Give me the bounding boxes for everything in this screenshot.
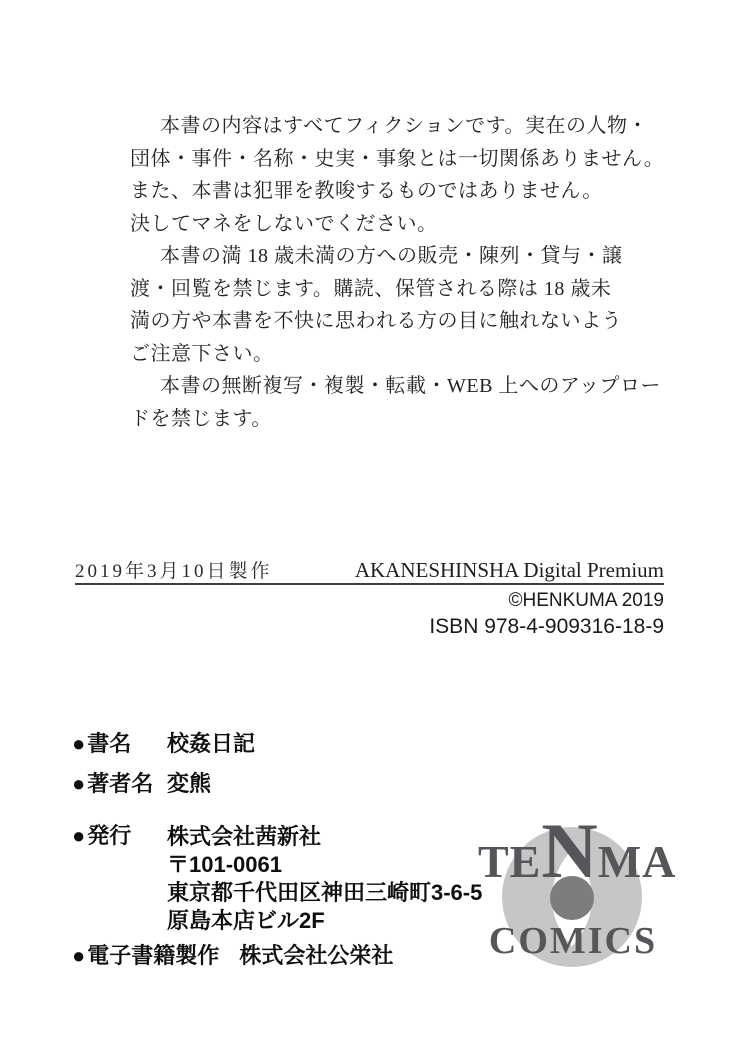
- disclaimer-line: 渡・回覧を禁じます。購読、保管される際は 18 歳未: [130, 277, 612, 300]
- publication-info: [72, 731, 492, 969]
- logo-n: N: [541, 807, 598, 894]
- disclaimer-line: 本書の無断複写・複製・転載・WEB 上へのアップロー: [160, 375, 662, 397]
- disclaimer-line: また、本書は犯罪を教唆するものではありません。: [130, 180, 603, 202]
- tenma-comics-logo: [478, 807, 677, 975]
- copyright-block: [429, 589, 664, 640]
- label-text: 書名: [87, 731, 132, 756]
- book-title-row: [72, 731, 492, 757]
- brand-name: AKANESHINSHA Digital Premium: [354, 558, 664, 582]
- publisher-label: [72, 823, 167, 935]
- disclaimer-line: 団体・事件・名称・史実・事象とは一切関係ありません。: [130, 147, 665, 170]
- publisher-address: 東京都千代田区神田三崎町3-6-5: [167, 880, 483, 905]
- logo-tenma-text: [478, 807, 677, 894]
- publisher-postal-code: 〒101-0061: [167, 852, 282, 877]
- copyright-notice: ©HENKUMA 2019: [508, 590, 664, 611]
- author-row: [72, 771, 492, 797]
- label-text: 電子書籍製作: [87, 943, 220, 968]
- publisher-value: [167, 823, 482, 935]
- colophon-header: [75, 556, 664, 583]
- ebook-producer-row: [72, 943, 492, 969]
- bullet-icon: ●: [72, 771, 86, 796]
- disclaimer-line: 本書の内容はすべてフィクションです。実在の人物・: [160, 115, 648, 137]
- disclaimer-line: ドを禁じます。: [130, 407, 272, 430]
- publisher-row: [72, 823, 492, 935]
- publisher-building: 原島本店ビル2F: [167, 908, 325, 933]
- ebook-producer-label: [72, 943, 239, 969]
- label-text: 著者名: [87, 771, 154, 796]
- author-label: [72, 771, 167, 797]
- disclaimer-line: ご注意下さい。: [130, 342, 274, 365]
- disclaimer-line: 満の方や本書を不快に思われる方の目に触れないよう: [130, 310, 622, 332]
- bullet-icon: ●: [72, 943, 86, 968]
- logo-comics-text: COMICS: [488, 920, 658, 962]
- bullet-icon: ●: [72, 823, 86, 848]
- divider-rule: [75, 583, 664, 585]
- production-date: 2019年3月10日製作: [75, 561, 273, 582]
- bullet-icon: ●: [72, 731, 86, 756]
- disclaimer-line: 決してマネをしないでください。: [130, 212, 438, 235]
- label-text: 発行: [87, 823, 132, 848]
- logo-ma: MA: [597, 836, 677, 887]
- book-title-label: [72, 731, 167, 757]
- disclaimer-text: [130, 110, 665, 435]
- logo-te: TE: [478, 836, 542, 887]
- author-value: 変熊: [167, 771, 212, 796]
- disclaimer-line: 本書の満 18 歳未満の方への販売・陳列・貸与・譲: [160, 245, 623, 267]
- book-title-value: 校姦日記: [167, 731, 256, 756]
- publisher-name: 株式会社茜新社: [167, 824, 322, 849]
- ebook-producer-value: 株式会社公栄社: [239, 943, 394, 968]
- isbn-number: ISBN 978-4-909316-18-9: [429, 615, 664, 638]
